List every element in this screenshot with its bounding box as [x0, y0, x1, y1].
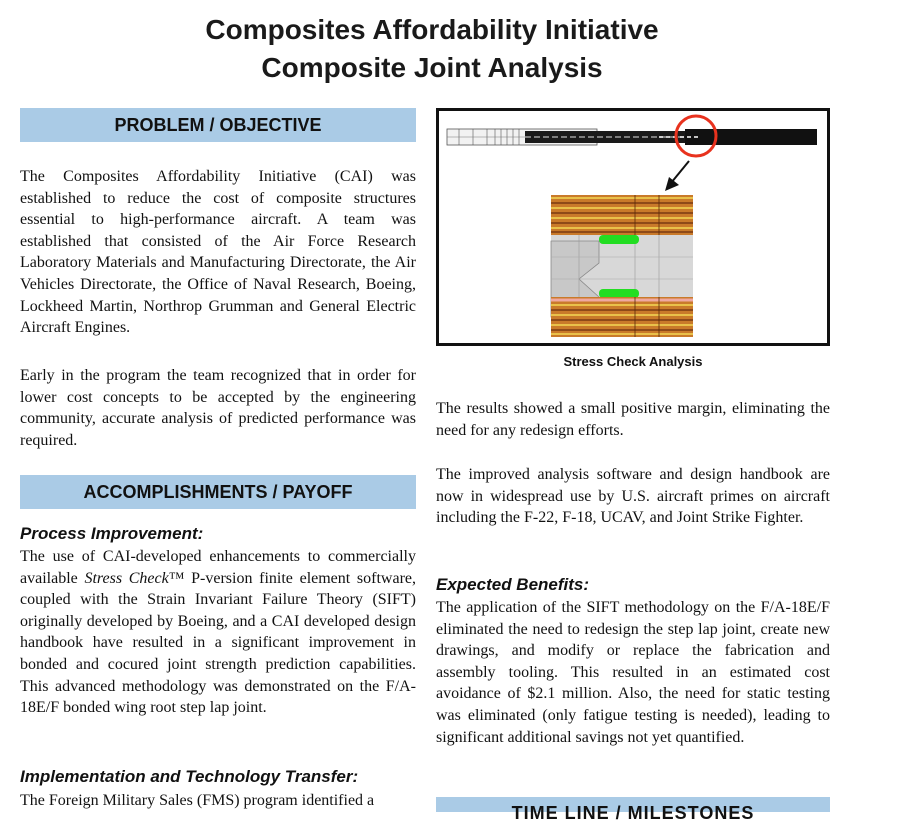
results-paragraph: The results showed a small positive margin, eliminating the need for any redesign efforts. — [436, 400, 830, 439]
document-title-line-1: Composites Affordability Initiative — [205, 14, 659, 45]
software-paragraph: The improved analysis software and design handbook are now in widespread use by U.S. aircraft primes on aircraft including the F-22, F-18, UCAV, and Joint Strike Fighter. — [436, 466, 830, 527]
problem-paragraph-1: The Composites Affordability Initiative (CAI) was established to reduce the cost of composite structures essential to high-performance aircraft. A team was established that consisted of the Air Force Research Laboratory Materials and Manufacturing Directorate, the Air Vehicles Directorate, the Office of Naval Research, Boeing, Lockheed Martin, Northrop Grumman and General Electric Aircraft Engines. — [20, 168, 416, 337]
zoom-arrow — [665, 161, 689, 191]
figure-caption: Stress Check Analysis — [563, 354, 703, 369]
stress-check-figure — [436, 108, 830, 346]
joint-overview-strip — [447, 129, 817, 145]
accomplishments-payoff-banner: ACCOMPLISHMENTS / PAYOFF — [20, 475, 416, 509]
process-improvement-paragraph — [20, 546, 416, 719]
timeline-milestones-banner — [436, 797, 830, 823]
expected-benefits-paragraph: The application of the SIFT methodology on the F/A-18E/F eliminated the need to redesign the step lap joint, create new drawings, and modify or replace the fabrication and assembly tooling. This resulted in an estimated cost avoidance of $2.1 million. Also, the need for static testing was eliminated (only fatigue testing is needed), leading to significant additional savings not yet quantified. — [436, 599, 830, 746]
stress-check-figure-drawing — [439, 111, 827, 343]
problem-objective-banner: PROBLEM / OBJECTIVE — [20, 108, 416, 142]
joint-detail-view — [551, 195, 693, 337]
process-improvement-heading: Process Improvement: — [20, 524, 204, 543]
implementation-paragraph: The Foreign Military Sales (FMS) program identified a — [20, 792, 375, 809]
process-text-b: ™ P-version finite element software, coupled with the Strain Invariant Failure Theory (SIFT) originally developed by Boeing, and a CAI developed design handbook have resulted in a significant improvement in bonded and cocured joint strength prediction capabilities. This advanced methodology was demonstrated on the F/A-18E/F bonded wing root step lap joint. — [20, 569, 417, 717]
problem-paragraph-2: Early in the program the team recognized that in order for lower cost concepts to be accepted by the engineering community, accurate analysis of predicted performance was required. — [20, 367, 416, 449]
stress-check-italic: Stress Check — [84, 569, 169, 587]
implementation-heading: Implementation and Technology Transfer: — [20, 767, 359, 786]
process-text-a: The use of CAI-developed enhancements to commercially available — [20, 548, 416, 587]
bondline-upper — [599, 235, 639, 244]
document-title-line-2: Composite Joint Analysis — [261, 52, 603, 83]
timeline-milestones-label: TIME LINE / MILESTONES — [511, 803, 755, 823]
bondline-lower — [599, 289, 639, 298]
expected-benefits-heading: Expected Benefits: — [436, 575, 590, 594]
